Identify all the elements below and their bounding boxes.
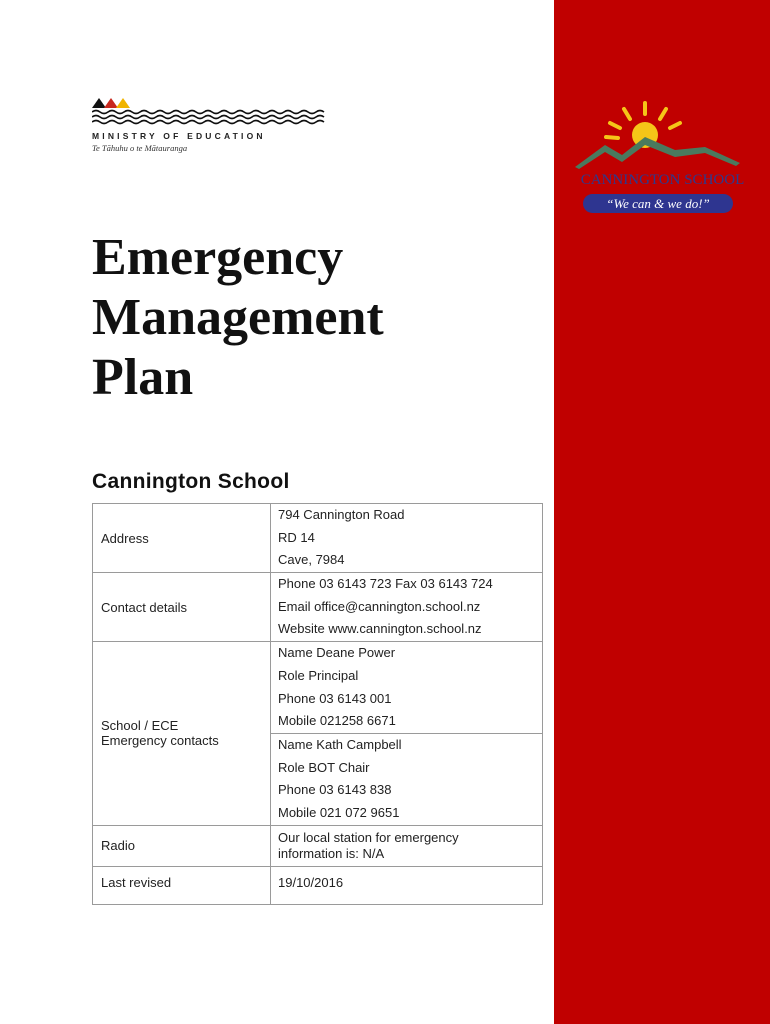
ministry-subtitle: Te Tāhuhu o te Mātauranga <box>92 143 188 153</box>
contact-mobile: Mobile 021258 6671 <box>278 713 396 729</box>
school-logo-name: CANNINGTON SCHOOL <box>580 172 745 188</box>
contact-mobile: Mobile 021 072 9651 <box>278 804 400 820</box>
moe-triangle-red <box>104 98 118 108</box>
emergency-contact-1 <box>271 642 542 734</box>
revised-date: 19/10/2016 <box>278 874 344 890</box>
school-motto: “We can & we do!” <box>583 194 733 213</box>
address-line: Cave, 7984 <box>278 552 345 568</box>
revised-label <box>93 866 271 904</box>
title-line: Management <box>92 289 384 346</box>
address-row <box>93 504 543 573</box>
contact-website: Website www.cannington.school.nz <box>278 621 482 637</box>
contact-label: Contact details <box>93 573 271 642</box>
mountain-icon <box>575 137 740 169</box>
address-line: RD 14 <box>278 529 315 545</box>
emergency-label <box>93 642 271 826</box>
ministry-name: MINISTRY OF EDUCATION <box>92 131 266 141</box>
contact-phone: Phone 03 6143 723 Fax 03 6143 724 <box>278 576 493 592</box>
revised-value <box>271 866 543 904</box>
address-line: 794 Cannington Road <box>278 507 405 522</box>
contact-row <box>93 573 543 642</box>
contact-phone: Phone 03 6143 838 <box>278 782 392 798</box>
contact-phone: Phone 03 6143 001 <box>278 690 392 706</box>
address-label: Address <box>93 504 271 573</box>
address-value <box>271 504 543 573</box>
contact-value <box>271 573 543 642</box>
title-line: Plan <box>92 349 194 406</box>
moe-triangle-yellow <box>116 98 130 108</box>
contact-role: Role Principal <box>278 667 359 683</box>
radio-value <box>271 825 543 866</box>
radio-label: Radio <box>93 825 271 866</box>
moe-wave-3 <box>92 121 324 124</box>
radio-row <box>93 825 543 866</box>
revised-label-text: Last revised <box>101 874 172 890</box>
school-info-table <box>92 503 543 905</box>
radio-text <box>278 827 542 865</box>
moe-wave-2 <box>92 116 324 119</box>
radio-line: information is: N/A <box>278 845 385 861</box>
emergency-row <box>93 642 543 826</box>
emergency-contacts-cell <box>271 642 543 826</box>
school-heading: Cannington School <box>92 470 290 493</box>
revised-row <box>93 866 543 904</box>
emergency-contact-2 <box>271 734 542 825</box>
contact-role: Role BOT Chair <box>278 759 370 775</box>
contact-name: Name Kath Campbell <box>278 736 402 752</box>
moe-triangle-black <box>92 98 106 108</box>
moe-wave-1 <box>92 111 324 114</box>
emergency-label-line: School / ECE <box>101 718 179 734</box>
emergency-label-line: Emergency contacts <box>101 733 219 749</box>
page-title <box>92 228 384 408</box>
contact-email: Email office@cannington.school.nz <box>278 598 481 614</box>
title-line: Emergency <box>92 229 344 286</box>
contact-name: Name Deane Power <box>278 645 396 661</box>
radio-line: Our local station for emergency <box>278 829 459 845</box>
